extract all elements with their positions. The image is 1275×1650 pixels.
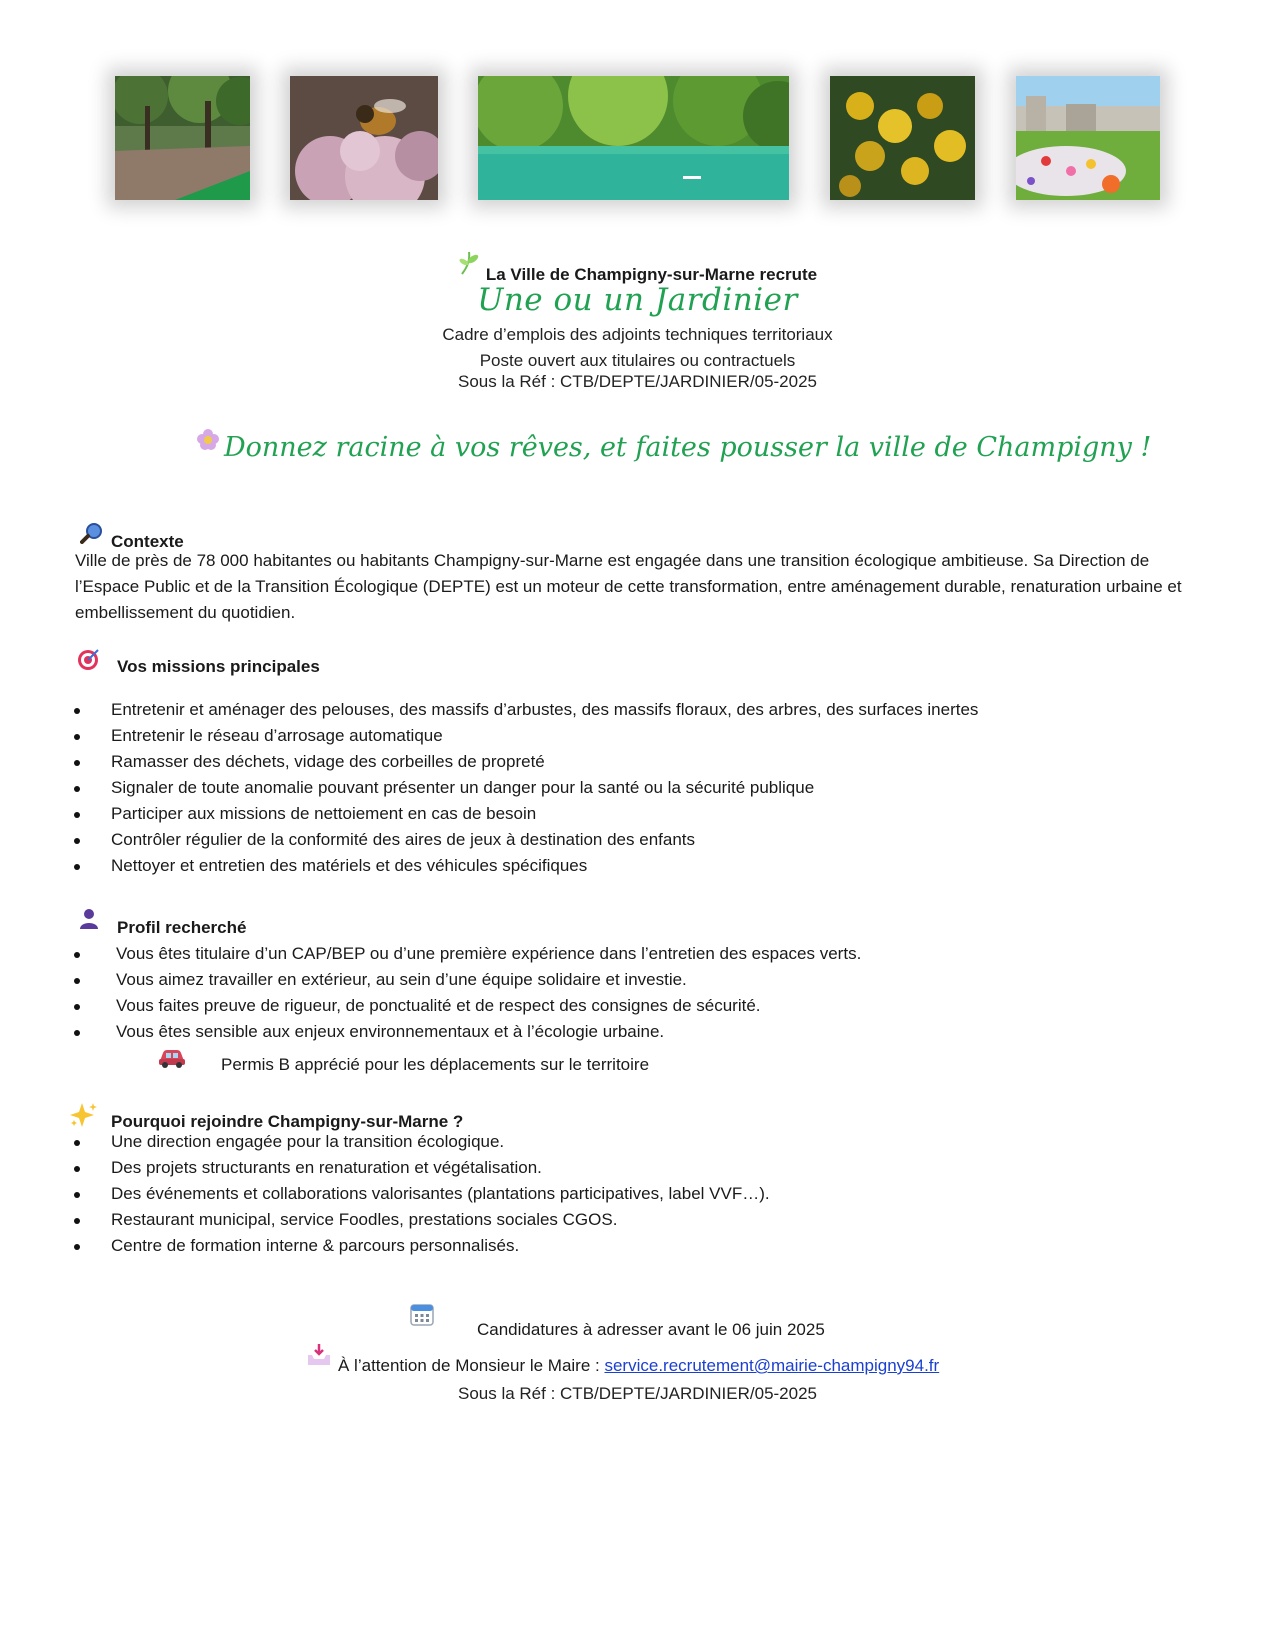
deadline-line: Candidatures à adresser avant le 06 juin 2025 bbox=[477, 1320, 825, 1339]
list-item: Contrôler régulier de la conformité des aires de jeux à destination des enfants bbox=[74, 827, 978, 853]
profile-list bbox=[74, 941, 861, 1045]
inbox-tray-icon bbox=[306, 1343, 332, 1372]
list-item: Vous êtes sensible aux enjeux environnementaux et à l’écologie urbaine. bbox=[74, 1019, 861, 1045]
list-item: Une direction engagée pour la transition écologique. bbox=[74, 1129, 770, 1155]
list-item: Entretenir et aménager des pelouses, des massifs d’arbustes, des massifs floraux, des arbres, des surfaces inertes bbox=[74, 697, 978, 723]
license-note: Permis B apprécié pour les déplacements sur le territoire bbox=[221, 1055, 650, 1074]
profile-title: Profil recherché bbox=[117, 918, 247, 937]
missions-title: Vos missions principales bbox=[117, 657, 320, 676]
list-item: Entretenir le réseau d’arrosage automatique bbox=[74, 723, 978, 749]
email-link[interactable]: service.recrutement@mairie-champigny94.fr bbox=[604, 1356, 940, 1375]
sprout-icon bbox=[458, 250, 480, 281]
list-item: Des projets structurants en renaturation et végétalisation. bbox=[74, 1155, 770, 1181]
list-item: Ramasser des déchets, vidage des corbeilles de propreté bbox=[74, 749, 978, 775]
list-item: Participer aux missions de nettoiement en cas de besoin bbox=[74, 801, 978, 827]
attention-line bbox=[338, 1356, 939, 1376]
cadre-line: Cadre d’emplois des adjoints techniques territoriaux bbox=[442, 325, 833, 344]
magnifying-glass-icon bbox=[80, 522, 104, 549]
list-item: Nettoyer et entretien des matériels et des véhicules spécifiques bbox=[74, 853, 978, 879]
flowerbed-photo bbox=[1016, 76, 1160, 200]
why-title: Pourquoi rejoindre Champigny-sur-Marne ? bbox=[111, 1112, 464, 1131]
list-item: Signaler de toute anomalie pouvant présenter un danger pour la santé ou la sécurité publique bbox=[74, 775, 978, 801]
car-icon bbox=[157, 1047, 187, 1074]
flower-icon bbox=[196, 428, 220, 459]
header-reference: Sous la Réf : CTB/DEPTE/JARDINIER/05-2025 bbox=[457, 372, 818, 391]
slogan-text: Donnez racine à vos rêves, et faites pousser la ville de Champigny ! bbox=[224, 432, 1152, 463]
why-list bbox=[74, 1129, 770, 1259]
recruiter-text: La Ville de Champigny-sur-Marne recrute bbox=[485, 265, 818, 284]
calendar-icon bbox=[410, 1302, 434, 1331]
slogan bbox=[224, 432, 1151, 463]
yellow-flowers-photo bbox=[830, 76, 975, 200]
context-paragraph: Ville de près de 78 000 habitantes ou habitants Champigny-sur-Marne est engagée dans une transition écologique ambitieuse. Sa Direction de l’Espace Public et de la Transition Écologique (DEPTE) est un moteur de cette transformation, entre aménagement durable, renaturation urbaine et embellissement du quotidien. bbox=[75, 551, 1182, 622]
context-title: Contexte bbox=[111, 532, 184, 551]
attention-text: À l’attention de Monsieur le Maire : bbox=[338, 1356, 605, 1375]
list-item: Vous faites preuve de rigueur, de ponctualité et de respect des consignes de sécurité. bbox=[74, 993, 861, 1019]
missions-list bbox=[74, 697, 978, 879]
list-item: Des événements et collaborations valorisantes (plantations participatives, label VVF…). bbox=[74, 1181, 770, 1207]
open-to-line: Poste ouvert aux titulaires ou contractuels bbox=[479, 351, 796, 370]
river-photo bbox=[478, 76, 789, 200]
bee-flower-photo bbox=[290, 76, 438, 200]
target-icon bbox=[76, 647, 100, 676]
recruiter-line bbox=[0, 254, 1275, 285]
photo-strip bbox=[0, 0, 1275, 230]
person-icon bbox=[78, 908, 100, 935]
footer-reference: Sous la Réf : CTB/DEPTE/JARDINIER/05-2025 bbox=[457, 1384, 818, 1403]
list-item: Restaurant municipal, service Foodles, prestations sociales CGOS. bbox=[74, 1207, 770, 1233]
list-item: Centre de formation interne & parcours personnalisés. bbox=[74, 1233, 770, 1259]
list-item: Vous aimez travailler en extérieur, au sein d’une équipe solidaire et investie. bbox=[74, 967, 861, 993]
park-path-photo bbox=[115, 76, 250, 200]
list-item: Vous êtes titulaire d’un CAP/BEP ou d’une première expérience dans l’entretien des espaces verts. bbox=[74, 941, 861, 967]
job-title: Une ou un Jardinier bbox=[477, 282, 798, 318]
